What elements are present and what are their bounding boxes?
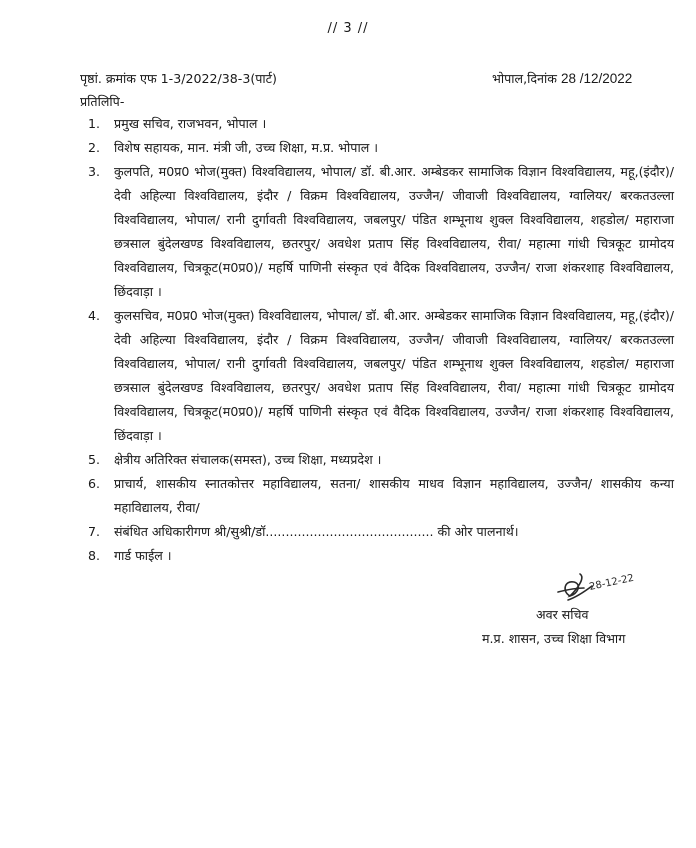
item-text: कुलसचिव, म0प्र0 भोज(मुक्त) विश्वविद्यालय, भोपाल/ डॉ. बी.आर. अम्बेडकर सामाजिक विज्ञान विश्वविद्यालय, महू,(इंदौर)/ देवी अहिल्या विश्वविद्यालय, इंदौर / विक्रम विश्वविद्यालय, उज्जैन/ जीवाजी विश्वविद्यालय, ग्वालियर/ बरकतउल्ला विश्वविद्यालय, भोपाल/ रानी दुर्गावती विश्वविद्यालय, जबलपुर/ पंडित शम्भूनाथ शुक्ल विश्वविद्यालय, शहडोल/ महाराजा छत्रसाल बुंदेलखण्ड विश्वविद्यालय, छतरपुर/ अवधेश प्रताप सिंह विश्वविद्यालय, रीवा/ महात्मा गांधी चित्रकूट ग्रामोदय विश्वविद्यालय, चित्रकूट(म0प्र0)/ महर्षि पाणिनी संस्कृत एवं वैदिक विश्वविद्यालय, उज्जैन/ राजा शंकरशाह विश्वविद्यालय, छिंदवाड़ा । bbox=[114, 308, 674, 443]
item-number: 1. bbox=[88, 116, 101, 131]
item-number: 4. bbox=[88, 308, 101, 323]
list-item bbox=[88, 136, 674, 160]
item-text: प्रमुख सचिव, राजभवन, भोपाल । bbox=[114, 116, 267, 131]
item-text: गार्ड फाईल । bbox=[114, 548, 172, 563]
signatory-department: म.प्र. शासन, उच्च शिक्षा विभाग bbox=[482, 631, 626, 646]
list-item bbox=[88, 112, 674, 136]
item-text: प्राचार्य, शासकीय स्नातकोत्तर महाविद्यालय, सतना/ शासकीय माधव विज्ञान महाविद्यालय, उज्जैन/ शासकीय कन्या महाविद्यालय, रीवा/ bbox=[114, 476, 674, 515]
item-number: 3. bbox=[88, 164, 101, 179]
list-item bbox=[88, 304, 674, 448]
signature-scribble bbox=[540, 570, 650, 606]
item-number: 2. bbox=[88, 140, 101, 155]
page-number: // 3 // bbox=[327, 21, 369, 36]
item-text: संबंधित अधिकारीगण श्री/सुश्री/डॉ.......................................... की ओर पालनार्थ। bbox=[114, 524, 519, 539]
list-item bbox=[88, 160, 674, 304]
list-item bbox=[88, 448, 674, 472]
signature-date: 28-12-22 bbox=[588, 572, 636, 593]
list-item bbox=[88, 520, 674, 544]
item-text: कुलपति, म0प्र0 भोज(मुक्त) विश्वविद्यालय, भोपाल/ डॉ. बी.आर. अम्बेडकर सामाजिक विज्ञान विश्वविद्यालय, महू,(इंदौर)/ देवी अहिल्या विश्वविद्यालय, इंदौर / विक्रम विश्वविद्यालय, उज्जैन/ जीवाजी विश्वविद्यालय, ग्वालियर/ बरकतउल्ला विश्वविद्यालय, भोपाल/ रानी दुर्गावती विश्वविद्यालय, जबलपुर/ पंडित शम्भूनाथ शुक्ल विश्वविद्यालय, शहडोल/ महाराजा छत्रसाल बुंदेलखण्ड विश्वविद्यालय, छतरपुर/ अवधेश प्रताप सिंह विश्वविद्यालय, रीवा/ महात्मा गांधी चित्रकूट ग्रामोदय विश्वविद्यालय, चित्रकूट(म0प्र0)/ महर्षि पाणिनी संस्कृत एवं वैदिक विश्वविद्यालय, उज्जैन/ राजा शंकरशाह विश्वविद्यालय, छिंदवाड़ा । bbox=[114, 164, 674, 299]
item-text: विशेष सहायक, मान. मंत्री जी, उच्च शिक्षा, म.प्र. भोपाल । bbox=[114, 140, 379, 155]
list-item bbox=[88, 472, 674, 520]
date-line bbox=[492, 70, 632, 87]
signatory-designation: अवर सचिव bbox=[536, 607, 589, 622]
list-item bbox=[88, 544, 674, 568]
item-number: 6. bbox=[88, 476, 101, 491]
date-label: भोपाल,दिनांक bbox=[492, 71, 557, 86]
item-text: क्षेत्रीय अतिरिक्त संचालक(समस्त), उच्च शिक्षा, मध्यप्रदेश । bbox=[114, 452, 382, 467]
item-number: 8. bbox=[88, 548, 101, 563]
distribution-list bbox=[88, 112, 674, 568]
item-number: 5. bbox=[88, 452, 101, 467]
copy-heading: प्रतिलिपि- bbox=[80, 94, 125, 109]
date-value: 28 /12/2022 bbox=[560, 71, 633, 86]
reference-number: पृष्ठां. क्रमांक एफ 1-3/2022/38-3(पार्ट) bbox=[80, 71, 277, 86]
item-number: 7. bbox=[88, 524, 101, 539]
signature bbox=[540, 570, 650, 606]
